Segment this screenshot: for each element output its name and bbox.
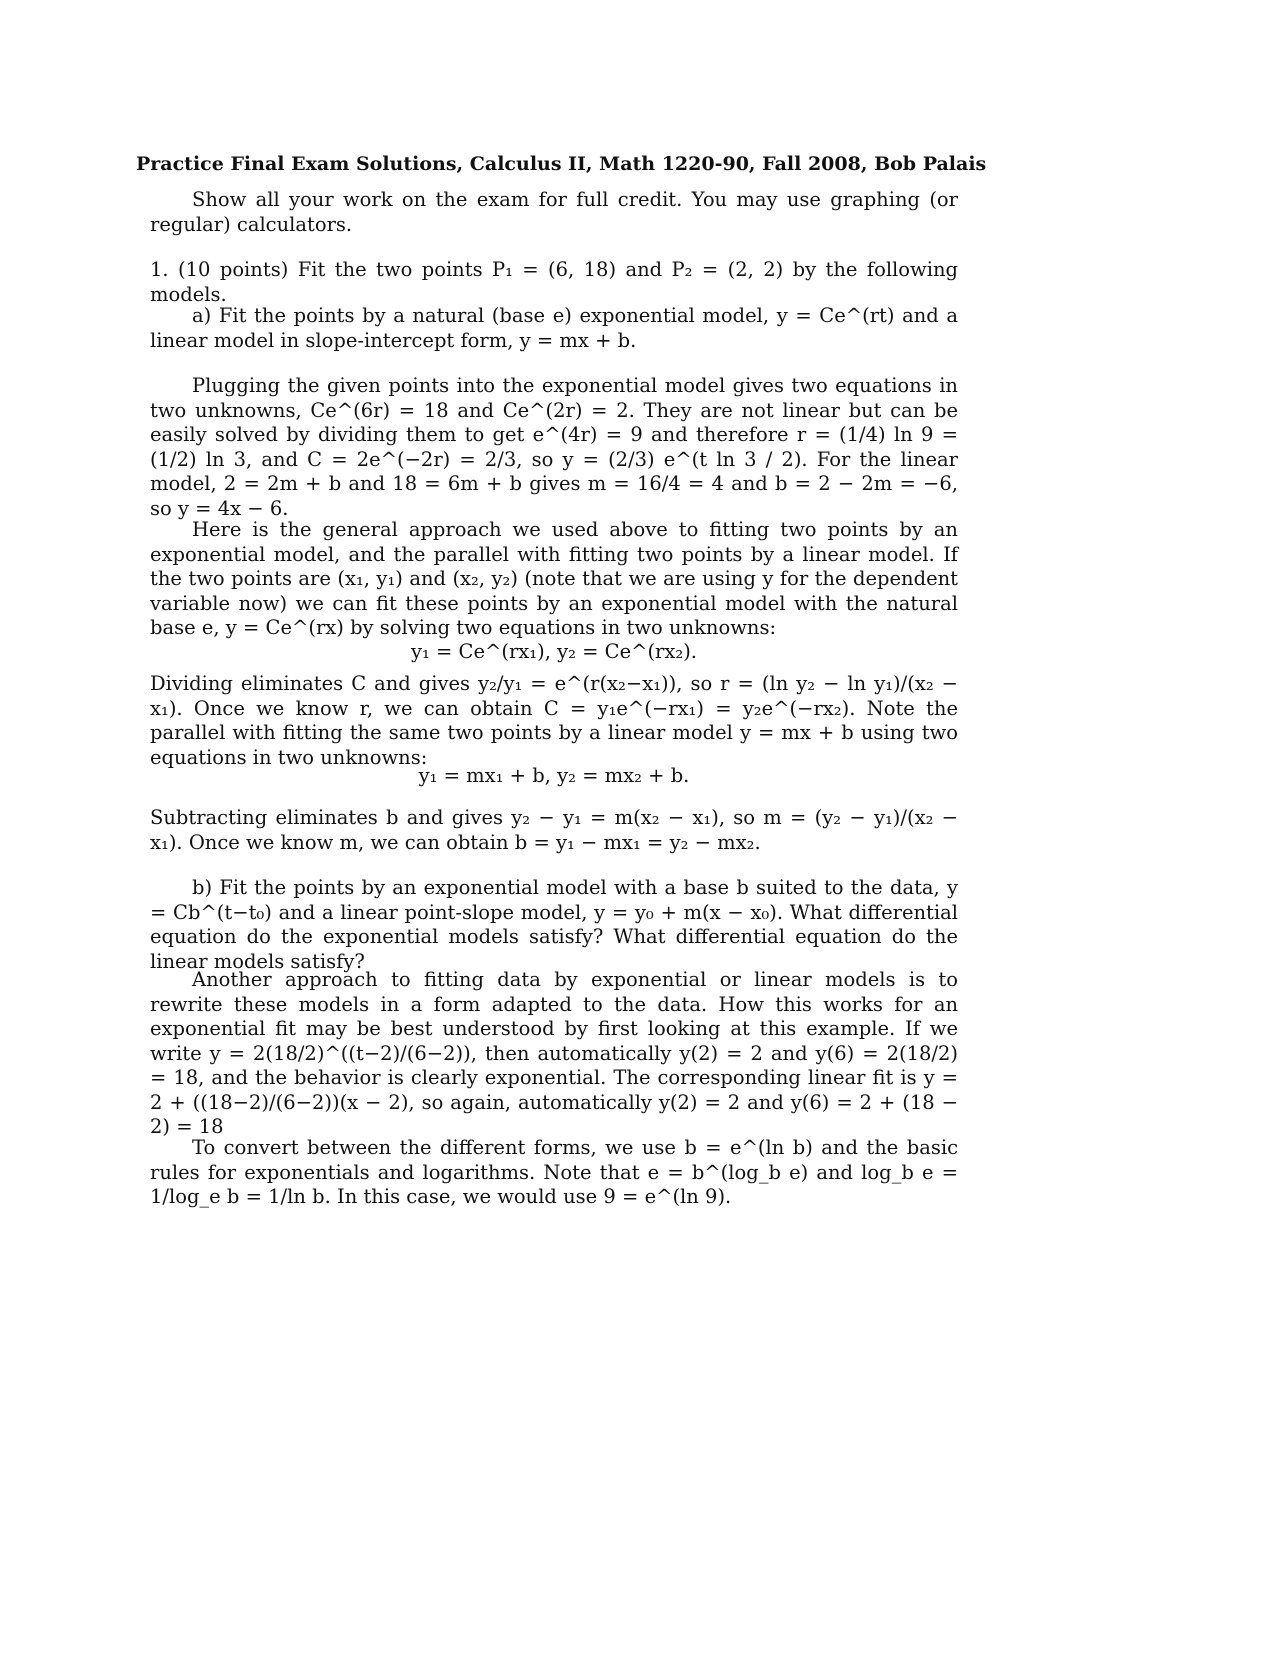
part-a-prompt: a) Fit the points by a natural (base e) exponential model, y = Ce^(rt) and a linear model in slope-intercept form, y = mx + b. <box>150 304 958 352</box>
dividing-paragraph: Dividing eliminates C and gives y₂/y₁ = e^(r(x₂−x₁)), so r = (ln y₂ − ln y₁)/(x₂ − x₁). Once we know r, we can obtain C = y₁e^(−rx₁) = y₂e^(−rx₂). Note the parallel with fitting the same two points by a linear model y = mx + b using two equations in two unknowns: <box>150 672 958 769</box>
problem-number: 1. <box>150 258 169 281</box>
exponential-system-equation: y₁ = Ce^(rx₁), y₂ = Ce^(rx₂). <box>410 640 698 663</box>
linear-system-equation: y₁ = mx₁ + b, y₂ = mx₂ + b. <box>418 764 690 787</box>
part-b-solution: Another approach to fitting data by exponential or linear models is to rewrite these models in a form adapted to the data. How this works for an exponential fit may be best understood by first looking at this example. If we write y = 2(18/2)^((t−2)/(6−2)), then automatically y(2) = 2 and y(6) = 2(18/2) = 18, and the behavior is clearly exponential. The corresponding linear fit is y = 2 + ((18−2)/(6−2))(x − 2), so again, automatically y(2) = 2 and y(6) = 2 + (18 − 2) = 18 <box>150 968 958 1138</box>
subtracting-paragraph: Subtracting eliminates b and gives y₂ − y₁ = m(x₂ − x₁), so m = (y₂ − y₁)/(x₂ − x₁). Once we know m, we can obtain b = y₁ − mx₁ = y₂ − mx₂. <box>150 806 958 854</box>
problem-text: Fit the two points P₁ = (6, 18) and P₂ = (2, 2) by the following models. <box>150 258 958 306</box>
part-b-prompt: b) Fit the points by an exponential model with a base b suited to the data, y = Cb^(t−t₀) and a linear point-slope model, y = y₀ + m(x − x₀). What differential equation do the exponential models satisfy? What differential equation do the linear models satisfy? <box>150 876 958 973</box>
general-approach-paragraph: Here is the general approach we used above to fitting two points by an exponential model, and the parallel with fitting two points by a linear model. If the two points are (x₁, y₁) and (x₂, y₂) (note that we are using y for the dependent variable now) we can fit these points by an exponential model with the natural base e, y = Ce^(rx) by solving two equations in two unknowns: <box>150 518 958 639</box>
problem-1-statement <box>150 258 958 307</box>
problem-points: (10 points) <box>178 258 289 281</box>
instructions: Show all your work on the exam for full credit. You may use graphing (or regular) calculators. <box>150 188 958 236</box>
conversion-paragraph: To convert between the different forms, we use b = e^(ln b) and the basic rules for exponentials and logarithms. Note that e = b^(log_b e) and log_b e = 1/log_e b = 1/ln b. In this case, we would use 9 = e^(ln 9). <box>150 1136 958 1208</box>
part-a-solution: Plugging the given points into the exponential model gives two equations in two unknowns, Ce^(6r) = 18 and Ce^(2r) = 2. They are not linear but can be easily solved by dividing them to get e^(4r) = 9 and therefore r = (1/4) ln 9 = (1/2) ln 3, and C = 2e^(−2r) = 2/3, so y = (2/3) e^(t ln 3 / 2). For the linear model, 2 = 2m + b and 18 = 6m + b gives m = 16/4 = 4 and b = 2 − 2m = −6, so y = 4x − 6. <box>150 374 958 520</box>
page-title: Practice Final Exam Solutions, Calculus II, Math 1220-90, Fall 2008, Bob Palais <box>136 153 987 175</box>
